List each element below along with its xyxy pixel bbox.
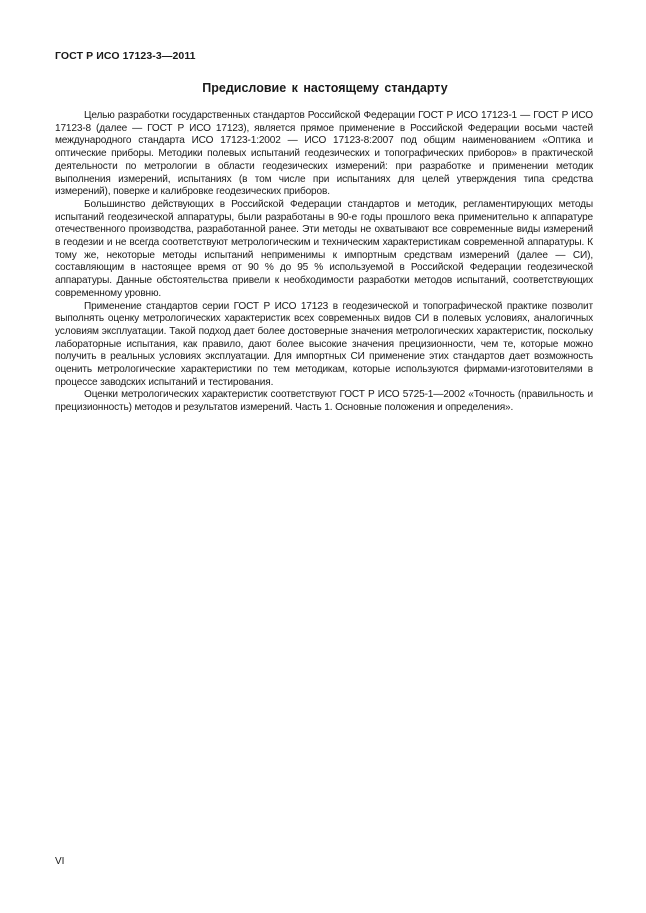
paragraph-2: Большинство действующих в Российской Федерации стандартов и методик, регламентирующих методы испытаний геодезической аппаратуры, были разработаны в 90-е годы прошлого века применительно к аппаратуре отечественного производства, разработанной ранее. Эти методы не охватывают все современные виды измерений в геодезии и не всегда соответствуют метрологическим и техническим характеристикам современной аппаратуры. К тому же, некоторые методы испытаний неприменимы к импортным средствам измерений (далее — СИ), составляющим в настоящее время от 90 % до 95 % используемой в Российской Федерации геодезической аппаратуры. Данные обстоятельства привели к необходимости разработки методов испытаний, соответствующих современному уровню.: [55, 198, 593, 299]
paragraph-3: Применение стандартов серии ГОСТ Р ИСО 17123 в геодезической и топографической практике позволит выполнять оценку метрологических характеристик всех современных видов СИ в полевых условиях, аналогичных условиям эксплуатации. Такой подход дает более достоверные значения метрологических характеристик, поскольку лабораторные испытания, как правило, дают более высокие значения прецизионности, чем те, которые можно получить в реальных условиях эксплуатации. Для импортных СИ применение этих стандартов дает возможность оценить метрологические характеристики по тем методикам, которые используются фирмами-изготовителями в процессе заводских испытаний и тестирования.: [55, 300, 593, 388]
paragraph-4: Оценки метрологических характеристик соответствуют ГОСТ Р ИСО 5725-1—2002 «Точность (правильность и прецизионность) методов и результатов измерений. Часть 1. Основные положения и определения».: [55, 389, 593, 414]
body-text: [55, 110, 593, 415]
page-number: VI: [55, 856, 65, 867]
document-header-code: ГОСТ Р ИСО 17123-3—2011: [55, 50, 196, 62]
paragraph-1: Целью разработки государственных стандартов Российской Федерации ГОСТ Р ИСО 17123-1 — ГОСТ Р ИСО 17123-8 (далее — ГОСТ Р ИСО 17123), является прямое применение в Российской Федерации восьми частей международного стандарта ИСО 17123-1:2002 — ИСО 17123-8:2007 под общим наименованием «Оптика и оптические приборы. Методики полевых испытаний геодезических и топографических приборов» в практической деятельности по метрологии в области геодезических измерений: при разработке и применении методик выполнения измерений, испытаниях (в том числе при испытаниях для целей утверждения типа средства измерений), поверке и калибровке геодезических приборов.: [55, 110, 593, 198]
page-title: Предисловие к настоящему стандарту: [202, 81, 448, 95]
